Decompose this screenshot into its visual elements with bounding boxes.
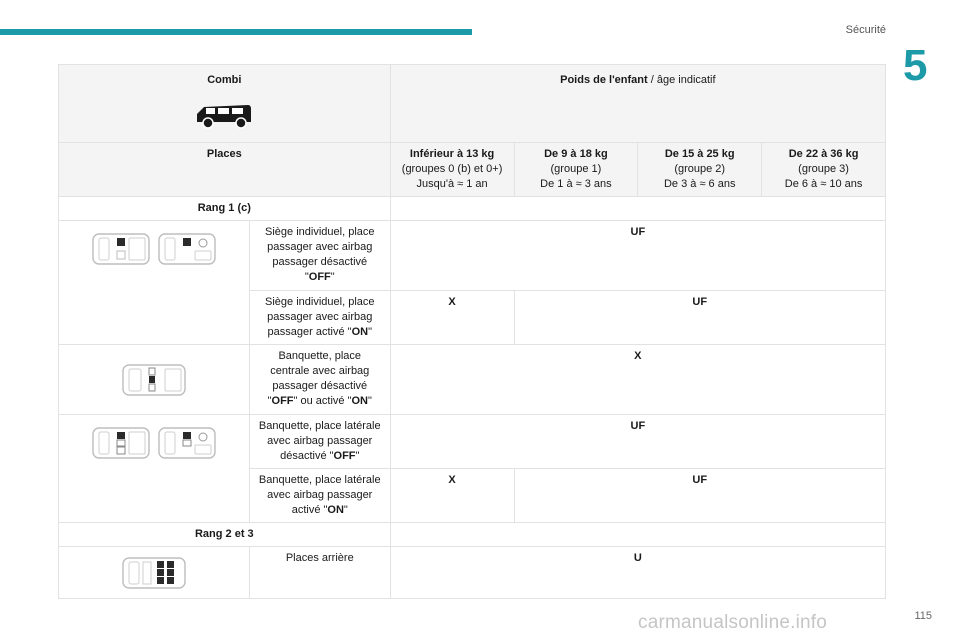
desc-line: passager activé "ON" bbox=[267, 326, 372, 338]
row-4-value: UF bbox=[390, 415, 885, 469]
child-seat-table bbox=[58, 64, 886, 599]
vehicle-header-cell bbox=[59, 65, 391, 143]
section-title: Sécurité bbox=[845, 24, 886, 36]
van-icon bbox=[194, 100, 254, 130]
group-col-3 bbox=[762, 143, 886, 197]
group-col-0 bbox=[390, 143, 514, 197]
desc-line: Siège individuel, place bbox=[265, 296, 375, 308]
header-accent-bar bbox=[0, 29, 472, 35]
row-1-value: UF bbox=[390, 221, 885, 291]
desc-line: avec airbag passager bbox=[267, 489, 373, 501]
desc-line: Places arrière bbox=[285, 552, 354, 564]
desc-line: avec airbag passager bbox=[267, 435, 373, 447]
desc-line: centrale avec airbag bbox=[270, 365, 370, 377]
row-6-desc bbox=[249, 547, 390, 599]
row-5-value-uf: UF bbox=[514, 469, 886, 523]
seat-diagram-cell bbox=[59, 221, 250, 345]
weight-title-bold: Poids de l'enfant bbox=[560, 74, 648, 86]
seat-diagram-cell bbox=[59, 415, 250, 523]
group-age: Jusqu'à ≈ 1 an bbox=[416, 178, 488, 190]
desc-line: Siège individuel, place bbox=[265, 226, 375, 238]
desc-line: "OFF" ou activé "ON" bbox=[267, 395, 372, 407]
group-weight: Inférieur à 13 kg bbox=[409, 148, 495, 160]
bench-seat-diagram-icon bbox=[121, 362, 187, 398]
group-name: (groupe 3) bbox=[798, 163, 849, 175]
row-3-desc bbox=[249, 345, 390, 415]
desc-line: passager désactivé bbox=[272, 256, 368, 268]
desc-line: désactivé "OFF" bbox=[280, 450, 360, 462]
weight-title-rest: / âge indicatif bbox=[647, 74, 716, 86]
seat-diagram-icon bbox=[91, 231, 151, 267]
desc-line: activé "ON" bbox=[291, 504, 348, 516]
seat-diagram-cell bbox=[59, 345, 250, 415]
row-2-desc bbox=[249, 291, 390, 345]
row-6-value: U bbox=[390, 547, 885, 599]
row-2-value-uf: UF bbox=[514, 291, 886, 345]
rang23-label: Rang 2 et 3 bbox=[59, 523, 391, 547]
desc-line: Banquette, place latérale bbox=[258, 474, 381, 486]
vehicle-label: Combi bbox=[207, 74, 242, 86]
group-name: (groupe 2) bbox=[674, 163, 726, 175]
places-label: Places bbox=[59, 143, 391, 197]
seat-diagram-icon bbox=[157, 425, 217, 461]
group-col-2 bbox=[638, 143, 762, 197]
row-1-desc bbox=[249, 221, 390, 291]
row-3-value: X bbox=[390, 345, 885, 415]
rang1-label: Rang 1 (c) bbox=[59, 197, 391, 221]
rang1-spacer bbox=[390, 197, 885, 221]
group-weight: De 15 à 25 kg bbox=[664, 148, 735, 160]
row-2-value-x: X bbox=[390, 291, 514, 345]
group-weight: De 9 à 18 kg bbox=[544, 148, 608, 160]
page-number: 115 bbox=[914, 610, 932, 622]
row-4-desc bbox=[249, 415, 390, 469]
group-age: De 3 à ≈ 6 ans bbox=[663, 178, 736, 190]
chapter-number: 5 bbox=[903, 41, 928, 90]
group-col-1 bbox=[514, 143, 638, 197]
desc-line: Banquette, place bbox=[278, 350, 362, 362]
group-name: (groupes 0 (b) et 0+) bbox=[401, 163, 503, 175]
desc-line: Banquette, place latérale bbox=[258, 420, 381, 432]
desc-line: passager avec airbag bbox=[267, 241, 373, 253]
group-age: De 1 à ≈ 3 ans bbox=[540, 178, 612, 190]
rang23-spacer bbox=[390, 523, 885, 547]
desc-line: passager avec airbag bbox=[267, 311, 373, 323]
watermark: carmanualsonline.info bbox=[638, 612, 828, 633]
row-5-desc bbox=[249, 469, 390, 523]
seat-diagram-icon bbox=[91, 425, 151, 461]
group-age: De 6 à ≈ 10 ans bbox=[784, 178, 863, 190]
rear-seats-diagram-icon bbox=[121, 555, 187, 591]
seat-diagram-cell bbox=[59, 547, 250, 599]
child-weight-header bbox=[390, 65, 885, 143]
desc-line: "OFF" bbox=[304, 271, 335, 283]
desc-line: passager désactivé bbox=[272, 380, 368, 392]
group-name: (groupe 1) bbox=[550, 163, 602, 175]
seat-diagram-icon bbox=[157, 231, 217, 267]
row-5-value-x: X bbox=[390, 469, 514, 523]
group-weight: De 22 à 36 kg bbox=[788, 148, 859, 160]
